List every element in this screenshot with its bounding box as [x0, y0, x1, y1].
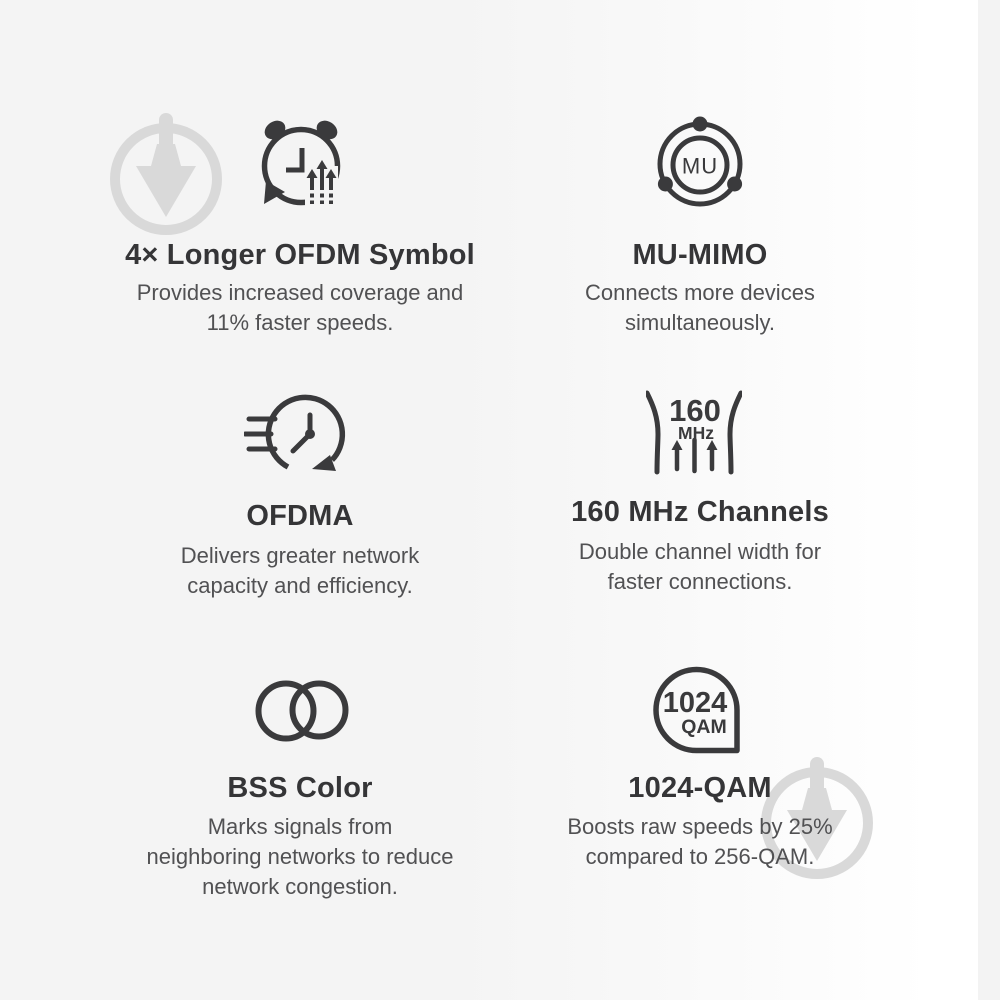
- feature-description: [90, 278, 510, 338]
- alarm-clock-arrows-icon: [252, 116, 348, 212]
- overlapping-circles-icon: [255, 678, 351, 744]
- feature-description: [90, 541, 510, 601]
- qam-value: 1024: [662, 687, 728, 719]
- fast-clock-icon: [244, 388, 356, 484]
- feature-card-bss-color: [90, 678, 510, 902]
- feature-card-160mhz: [490, 384, 910, 597]
- feature-card-ofdm-symbol: [90, 116, 510, 338]
- feature-title: 160 MHz Channels: [571, 496, 829, 528]
- feature-title: OFDMA: [246, 500, 354, 532]
- description-line: network congestion.: [202, 874, 398, 899]
- channel-width-unit: MHz: [678, 423, 714, 443]
- feature-title: BSS Color: [227, 772, 373, 804]
- description-line: Boosts raw speeds by 25%: [567, 814, 833, 839]
- description-line: Connects more devices: [585, 280, 815, 305]
- description-line: neighboring networks to reduce: [146, 844, 454, 869]
- mu-mimo-orbit-icon: [652, 116, 748, 212]
- feature-card-mu-mimo: [490, 116, 910, 338]
- mu-label: MU: [681, 153, 719, 179]
- qam-1024-badge-icon: [650, 664, 742, 756]
- feature-card-ofdma: [90, 388, 510, 601]
- feature-title: 1024-QAM: [628, 772, 772, 804]
- description-line: faster connections.: [607, 569, 793, 594]
- feature-description: [490, 278, 910, 338]
- description-line: Provides increased coverage and: [136, 280, 464, 305]
- channel-width-160mhz-icon: [646, 384, 742, 480]
- description-line: capacity and efficiency.: [187, 573, 413, 598]
- feature-title: 4× Longer OFDM Symbol: [125, 239, 475, 271]
- feature-description: [490, 812, 910, 872]
- description-line: compared to 256-QAM.: [585, 844, 815, 869]
- qam-unit: QAM: [681, 716, 727, 738]
- description-line: 11% faster speeds.: [206, 310, 394, 335]
- description-line: Double channel width for: [578, 539, 822, 564]
- description-line: simultaneously.: [625, 310, 775, 335]
- feature-description: [490, 537, 910, 597]
- description-line: Delivers greater network: [180, 543, 420, 568]
- description-line: Marks signals from: [207, 814, 393, 839]
- channel-width-value: 160: [669, 393, 721, 428]
- feature-card-1024-qam: [490, 664, 910, 872]
- feature-description: [90, 812, 510, 902]
- right-edge-band: [978, 0, 1000, 1000]
- feature-title: MU-MIMO: [632, 239, 768, 271]
